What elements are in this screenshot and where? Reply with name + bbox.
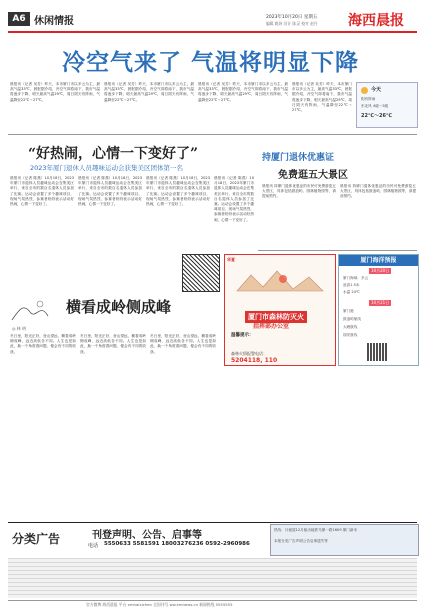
weather-temp: 22℃～26℃	[361, 113, 393, 119]
ad-label: 华夏	[227, 257, 235, 262]
footer-rule	[8, 600, 417, 601]
classified-phone-label: 电话	[88, 543, 99, 549]
info-date-1: 10月20日	[371, 268, 390, 273]
classified-banner	[86, 524, 266, 554]
classified-phones: 5550633 5581591 18003276236 0592-2960986	[104, 541, 250, 547]
info-line-3: 水温 24℃	[343, 290, 360, 294]
classified-right-box	[270, 524, 419, 556]
classified-rule	[8, 522, 417, 523]
classified-right-line-2: 本报分类广告声明公告启事遗失等	[274, 539, 328, 543]
divider-lead	[8, 134, 417, 135]
essay-illustration	[10, 298, 50, 324]
essay-author: ◎ 林 明	[12, 326, 27, 331]
info-item-4: 翔安航线	[343, 333, 358, 337]
feature-body-col-4: 晨报讯（记者 陈燕）10月18日，2023年厦门市退休人员趣味运动会在集美区举行，来自全市的数百名退休人员参加了比赛。运动会设置了多个趣味项目，现场气氛热烈，参赛者纷纷表示活动好热闹，心情一下变好了。	[214, 176, 254, 222]
park-headline: 持厦门退休优惠证	[262, 153, 335, 163]
essay-body-col-3: 冬日里，阳光正好，登山望远，横看成岭侧成峰，远近高低各不同。人生也是如此，换一个角度看问题，便会有不同的收获。	[150, 334, 216, 354]
lead-body-col-1: 晨报讯（记者 吴芳）昨天，本市厦门市以多云为主，最高气温33℃，晨报据介绍，冷空气即将南下，我市气温将逐步下降，明天最高气温29℃，周日阴天有阵雨，气温降至22℃～27℃。	[10, 82, 100, 102]
essay-body-col-1: 冬日里，阳光正好，登山望远，横看成岭侧成峰，远近高低各不同。人生也是如此，换一个角度看问题，便会有不同的收获。	[10, 334, 76, 354]
header-rule	[8, 31, 417, 33]
classified-title: 分类广告	[12, 532, 61, 546]
ad-subhead: 指挥部办公室	[253, 323, 290, 330]
sun-icon	[361, 87, 368, 94]
park-body-col-2: 晨报讯 持厦门退休优惠证的市民可免费游览五大景区，具体包括鼓浪屿、园林植物园等，请提前预约。	[340, 184, 416, 199]
essay-headline: 横看成岭侧成峰	[66, 298, 172, 316]
weather-box	[356, 82, 418, 128]
park-body-col-1: 晨报讯 持厦门退休优惠证的市民可免费游览五大景区，具体包括鼓浪屿、园林植物园等，请提前预约。	[262, 184, 336, 199]
weather-title: 今天	[371, 87, 382, 93]
date-line: 2023年10月20日 星期五	[266, 15, 318, 20]
classified-banner-title: 刊登声明、公告、启事等	[92, 530, 202, 541]
classified-grid	[8, 558, 417, 598]
weather-wind: 东北风 4级～5级	[361, 104, 389, 108]
ad-headline: 厦门市森林防灭火	[245, 311, 307, 323]
lead-body-col-2: 晨报讯（记者 吴芳）昨天，本市厦门市以多云为主，最高气温33℃，晨报据介绍，冷空气即将南下，我市气温将逐步下降，明天最高气温29℃，周日阴天有阵雨，气温降至22℃～27℃。	[104, 82, 194, 102]
ad-illustration	[233, 265, 327, 293]
lead-body-col-3: 晨报讯（记者 吴芳）昨天，本市厦门市以多云为主，最高气温33℃，晨报据介绍，冷空气即将南下，我市气温将逐步下降，明天最高气温29℃，周日阴天有阵雨，气温降至22℃～27℃。	[198, 82, 288, 102]
lead-body-col-4: 晨报讯（记者 吴芳）昨天，本市厦门市以多云为主，最高气温33℃，晨报据介绍，冷空气即将南下，我市气温将逐步下降，明天最高气温29℃，周日阴天有阵雨，气温降至22℃～27℃。	[292, 82, 352, 113]
ad-hotline: 5204118, 110	[231, 357, 278, 364]
info-line-1: 厦门海域：多云	[343, 276, 369, 280]
masthead: 海西晨报	[348, 13, 404, 29]
feature-headline: “好热闹，心情一下变好了”	[28, 146, 199, 162]
lead-headline: 冷空气来了 气温将明显下降	[62, 50, 360, 76]
feature-body-col-3: 晨报讯（记者 陈燕）10月18日，2023年厦门市退休人员趣味运动会在集美区举行，来自全市的数百名退休人员参加了比赛。运动会设置了多个趣味项目，现场气氛热烈，参赛者纷纷表示活动好热闹，心情一下变好了。	[146, 176, 210, 207]
classified-right-line-1: 热线：月租屋12月租出地铁马厦一路1609 厦门新禾	[274, 528, 358, 532]
ad-tips-title: 温馨提示：	[231, 333, 254, 338]
info-item-2: 鼓浪屿航线	[343, 317, 361, 321]
section-title: 休闲情报	[34, 16, 74, 27]
ad-box	[224, 254, 336, 366]
park-subhead: 免费逛五大景区	[278, 170, 348, 181]
page-number: A6	[8, 12, 30, 26]
info-box	[338, 254, 419, 366]
info-item-3: 大嶝航线	[343, 325, 358, 329]
info-line-2: 浪高1.5米	[343, 283, 360, 287]
feature-body-col-2: 晨报讯（记者 陈燕）10月18日，2023年厦门市退休人员趣味运动会在集美区举行，来自全市的数百名退休人员参加了比赛。运动会设置了多个趣味项目，现场气氛热烈，参赛者纷纷表示活动好热闹，心情一下变好了。	[78, 176, 142, 207]
ad-hotline-label: 森林火情报警电话：	[231, 351, 267, 356]
feature-subhead: 2023年厦门退休人员趣味运动会获集美区团体第一名	[30, 164, 184, 172]
footer-text: 官方微博 海西晨报 平台 xmhaixichen 全国刊号 ww.xmnews.cn 新闻热线 5555555	[86, 602, 233, 607]
info-item-1: 厦门港	[343, 309, 354, 313]
divider-feature	[258, 250, 417, 251]
sub-line: 编辑 姚炜 设计 陈灵 校对 赵丹	[266, 21, 318, 26]
feature-body-col-1: 晨报讯（记者 陈燕）10月18日，2023年厦门市退休人员趣味运动会在集美区举行，来自全市的数百名退休人员参加了比赛。运动会设置了多个趣味项目，现场气氛热烈，参赛者纷纷表示活动好热闹，心情一下变好了。	[10, 176, 74, 207]
info-date-2: 10月21日	[371, 300, 390, 305]
qr-code	[367, 343, 387, 361]
info-box-title: 厦门海洋预报	[339, 255, 418, 266]
essay-body-col-2: 冬日里，阳光正好，登山望远，横看成岭侧成峰，远近高低各不同。人生也是如此，换一个角度看问题，便会有不同的收获。	[80, 334, 146, 354]
qr-code-essay	[182, 254, 220, 292]
weather-desc: 阴有阵雨	[361, 97, 376, 101]
